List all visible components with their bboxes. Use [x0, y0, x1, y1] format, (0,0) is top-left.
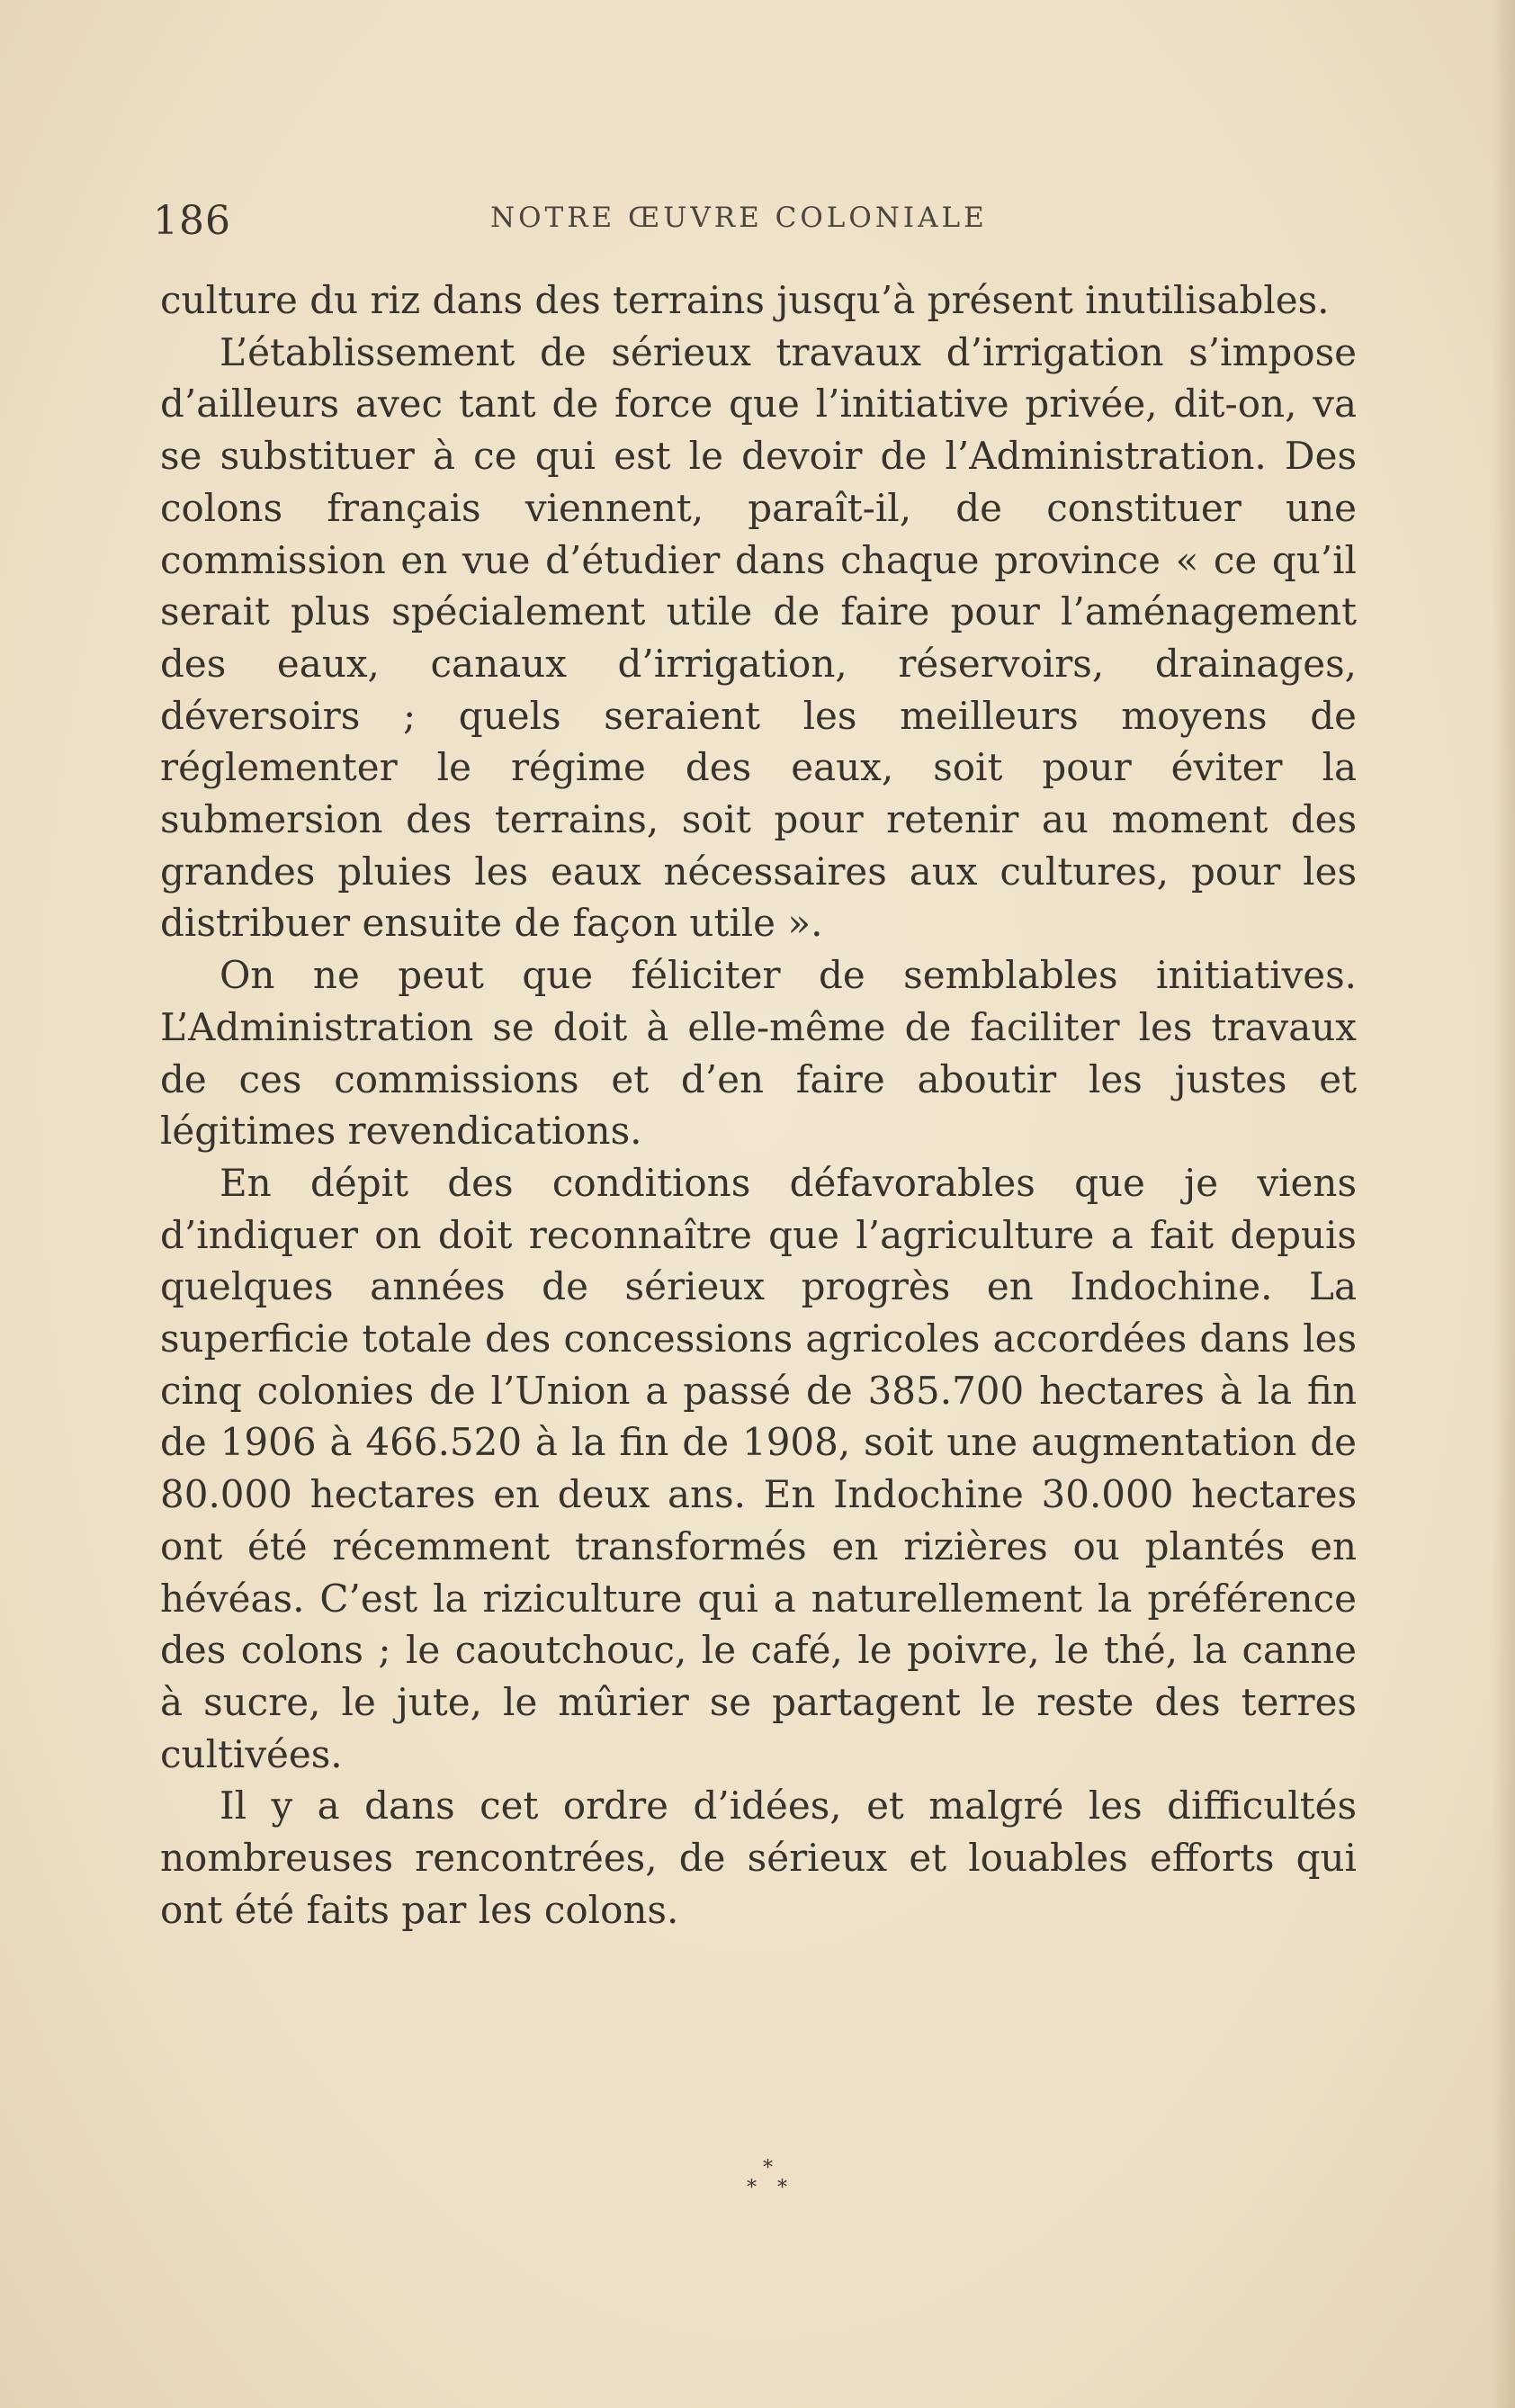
- running-title: NOTRE ŒUVRE COLONIALE: [490, 202, 988, 234]
- page-edge-shadow: [1492, 0, 1515, 2408]
- body-text: [160, 274, 1357, 1936]
- running-head: [153, 189, 1358, 252]
- paragraph-continued: culture du riz dans des terrains jusqu’à présent inutilisables.: [160, 278, 1330, 322]
- paragraph-agriculture-progress: En dépit des conditions défavorables que je viens d’indiquer on doit reconnaître que l’agriculture a fait depuis quelques années de sérieux progrès en Indochine. La superficie totale des concessions agricoles accordées dans les cinq colonies de l’Union a passé de 385.700 hectares à la fin de 1906 à 466.520 à la fin de 1908, soit une augmentation de 80.000 hectares en deux ans. En Indochine 30.000 hectares ont été récemment transformés en rizières ou plantés en hévéas. C’est la riziculture qui a naturellement la préférence des colons ; le caoutchouc, le café, le poivre, le thé, la canne à sucre, le jute, le mûrier se partagent le reste des terres cultivées.: [160, 1160, 1357, 1776]
- page-number: 186: [153, 198, 231, 244]
- paragraph-irrigation: L’établissement de sérieux travaux d’irrigation s’impose d’ailleurs avec tant de force que l’initiative privée, dit-on, va se substituer à ce qui est le devoir de l’Administration. Des colons français viennent, paraît-il, de constituer une commission en vue d’étudier dans chaque province « ce qu’il serait plus spécialement utile de faire pour l’aménagement des eaux, canaux d’irrigation, réservoirs, drainages, déversoirs ; quels seraient les meilleurs moyens de réglementer le régime des eaux, soit pour éviter la submersion des terrains, soit pour retenir au moment des grandes pluies les eaux nécessaires aux cultures, pour les distribuer ensuite de façon utile ».: [160, 329, 1357, 946]
- asterism-star-bottom-right: *: [777, 2177, 787, 2199]
- paragraph-efforts: Il y a dans cet ordre d’idées, et malgré les difficultés nombreuses rencontrées, de sérieux et louables efforts qui ont été faits par les colons.: [160, 1784, 1357, 1932]
- asterism-star-bottom-left: *: [747, 2177, 757, 2199]
- asterism-star-top: *: [763, 2157, 773, 2179]
- asterism-ornament: [720, 2155, 828, 2209]
- paragraph-initiatives: On ne peut que féliciter de semblables initiatives. L’Administration se doit à elle-même de faciliter les travaux de ces commissions et d’en faire aboutir les justes et légitimes revendications.: [160, 953, 1357, 1154]
